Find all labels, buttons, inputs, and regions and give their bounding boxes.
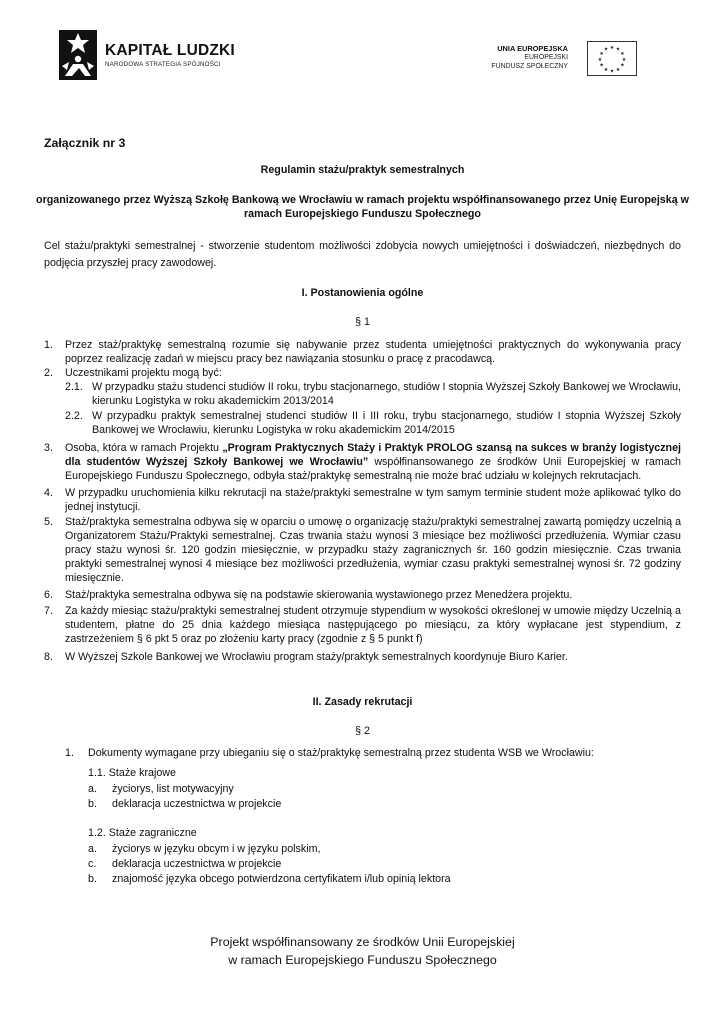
s2-sub1-label: 1.1. Staże krajowe bbox=[88, 767, 176, 779]
s1-item-text bbox=[65, 441, 681, 483]
s1-item-number: 7. bbox=[44, 605, 53, 617]
s1-item-number: 6. bbox=[44, 589, 53, 601]
s1-subitem-text: W przypadku praktyk semestralnej studenci studiów II i III roku, trybu stacjonarnego, studiów I stopnia Wyższej Szkoły Bankowej we Wrocławiu, kierunku Logistyka w roku akademickim 2014/2015 bbox=[92, 410, 681, 436]
eu-flag-icon bbox=[587, 41, 637, 76]
s1-item-text: Staż/praktyka semestralna odbywa się na podstawie skierowania wystawionego przez Menedżera projektu. bbox=[65, 589, 573, 601]
s2-letter-text: deklaracja uczestnictwa w projekcie bbox=[112, 798, 282, 810]
svg-text:★: ★ bbox=[615, 46, 621, 53]
s1-subitem-number: 2.2. bbox=[65, 410, 83, 422]
kapital-ludzki-subtitle: NARODOWA STRATEGIA SPÓJNOŚCI bbox=[105, 61, 221, 68]
kapital-ludzki-logo bbox=[57, 26, 247, 84]
svg-text:★: ★ bbox=[599, 50, 604, 57]
s1-item-text: Staż/praktyka semestralna odbywa się w oparciu o umowę o organizację stażu/praktyki semestralnej zawartą pomiędzy uczelnią a Organizatorem Stażu/Praktyki semestralnej. Czas trwania stażu wynosi 3 miesiące bez możliwości przedłużenia. Wymiar czasu pracy stażu wynosi śr. 120 godzin miesięcznie, w przypadku staży zagranicznych śr. 160 godzin miesięcznie. Czas trwania praktyki semestralnej wynosi 4 miesiące bez możliwości przedłużenia, wymiar czasu praktyki semestralnej wynosi śr. 72 godziny miesięcznie. bbox=[65, 516, 682, 584]
s1-item-number: 5. bbox=[44, 516, 53, 528]
svg-text:★: ★ bbox=[620, 50, 625, 57]
s2-letter: b. bbox=[88, 873, 97, 885]
s1-item-number: 4. bbox=[44, 487, 53, 499]
svg-text:★: ★ bbox=[620, 62, 625, 69]
s1-item-text: Za każdy miesiąc stażu/praktyki semestralnej student otrzymuje stypendium w wysokości określonej w umowie między Uczelnią a studentem, płatne do 25 dnia każdego miesiąca następującego po miesiącu, za który wypłacane jest stypendium, z zastrzeżeniem § 6 pkt 5 oraz po złożeniu karty pracy (zgodnie z § 5 punkt f) bbox=[65, 605, 681, 645]
eu-logo-text bbox=[491, 44, 568, 71]
s2-letter: a. bbox=[88, 843, 97, 855]
svg-text:★: ★ bbox=[615, 67, 621, 73]
eu-logo-line3: FUNDUSZ SPOŁECZNY bbox=[491, 63, 568, 70]
s1-item-text: Przez staż/praktykę semestralną rozumie się nabywanie przez studenta umiejętności praktycznych do wykonywania pracy poprzez realizację zadań w miejscu pracy bez nawiązania stosunku o pracę z pracodawcą. bbox=[65, 339, 681, 365]
s1-item3-text-a: Osoba, która w ramach Projektu bbox=[65, 442, 223, 454]
s1-item-number: 8. bbox=[44, 651, 53, 663]
eu-logo-line2: EUROPEJSKI bbox=[524, 54, 568, 61]
s2-letter-text: życiorys w języku obcym i w języku polskim, bbox=[112, 843, 321, 855]
s2-letter: a. bbox=[88, 783, 97, 795]
s1-subitem-number: 2.1. bbox=[65, 381, 83, 393]
s1-item-text: Uczestnikami projektu mogą być: bbox=[65, 367, 222, 379]
s2-item-text: Dokumenty wymagane przy ubieganiu się o staż/praktykę semestralną przez studenta WSB we Wrocławiu: bbox=[88, 747, 594, 759]
kapital-ludzki-emblem-icon bbox=[57, 26, 101, 84]
eu-logo bbox=[480, 36, 640, 86]
s2-letter-text: znajomość języka obcego potwierdzona certyfikatem i/lub opinią lektora bbox=[112, 873, 451, 885]
s1-item3-text-b: współfinansowanego ze środków Unii Europejskiej w ramach Europejskiego Funduszu Społecznego, odbyła staż/praktykę semestralną nie może brać udziału w kolejnych rekrutacjach. bbox=[65, 456, 682, 482]
section1-paragraph-sign: § 1 bbox=[355, 316, 370, 328]
svg-text:★: ★ bbox=[621, 56, 627, 63]
section2-paragraph-sign: § 2 bbox=[355, 725, 370, 737]
goal-paragraph: Cel stażu/praktyki semestralnej - stworzenie studentom możliwości zdobycia nowych umiejętności i doświadczeń, niezbędnych do podjęcia przyszłej pracy zawodowej. bbox=[44, 240, 681, 269]
s1-item-text: W Wyższej Szkole Bankowej we Wrocławiu program staży/praktyk semestralnych koordynuje Biuro Karier. bbox=[65, 651, 568, 663]
regulation-title: Regulamin stażu/praktyk semestralnych bbox=[260, 164, 465, 176]
footer-line2: w ramach Europejskiego Funduszu Społecznego bbox=[228, 953, 497, 967]
annex-title: Załącznik nr 3 bbox=[44, 136, 126, 150]
s2-letter-text: deklaracja uczestnictwa w projekcie bbox=[112, 858, 282, 870]
s1-item-text: W przypadku uruchomienia kilku rekrutacji na staże/praktyki semestralne w tym samym terminie student może aplikować tylko do jednej instytucji. bbox=[65, 487, 681, 513]
kapital-ludzki-title: KAPITAŁ LUDZKI bbox=[105, 42, 235, 59]
svg-text:★: ★ bbox=[603, 46, 609, 53]
eu-logo-line1: UNIA EUROPEJSKA bbox=[497, 44, 568, 53]
s2-letter: b. bbox=[88, 798, 97, 810]
svg-text:★: ★ bbox=[599, 62, 604, 69]
s2-sub2-label: 1.2. Staże zagraniczne bbox=[88, 827, 197, 839]
svg-text:★: ★ bbox=[609, 68, 615, 75]
footer-line1: Projekt współfinansowany ze środków Unii Europejskiej bbox=[210, 935, 515, 949]
section1-heading: I. Postanowienia ogólne bbox=[301, 287, 424, 299]
project-name: „Program Praktycznych Staży i Praktyk PROLOG szansą na sukces w branży logistycznej dla studentów Wyższej Szkoły Bankowej we Wrocławiu” bbox=[65, 442, 681, 468]
s1-item-number: 2. bbox=[44, 367, 53, 379]
section2-heading: II. Zasady rekrutacji bbox=[312, 696, 413, 708]
svg-text:★: ★ bbox=[597, 56, 603, 63]
regulation-subtitle: organizowanego przez Wyższą Szkołę Bankową we Wrocławiu w ramach projektu współfinansowanego przez Unię Europejską w ramach Europejskiego Funduszu Społecznego bbox=[36, 194, 689, 220]
s1-item-number: 1. bbox=[44, 339, 53, 351]
s2-letter-text: życiorys, list motywacyjny bbox=[112, 783, 234, 795]
s1-subitem-text: W przypadku stażu studenci studiów II roku, trybu stacjonarnego, studiów I stopnia Wyższej Szkoły Bankowej we Wrocławiu, kierunku Logistyka w roku akademickim 2013/2014 bbox=[92, 381, 681, 407]
svg-text:★: ★ bbox=[603, 67, 609, 73]
svg-text:★: ★ bbox=[609, 45, 615, 51]
s1-item-number: 3. bbox=[44, 442, 53, 454]
s2-letter: c. bbox=[88, 858, 97, 870]
s2-item-number: 1. bbox=[65, 747, 74, 759]
